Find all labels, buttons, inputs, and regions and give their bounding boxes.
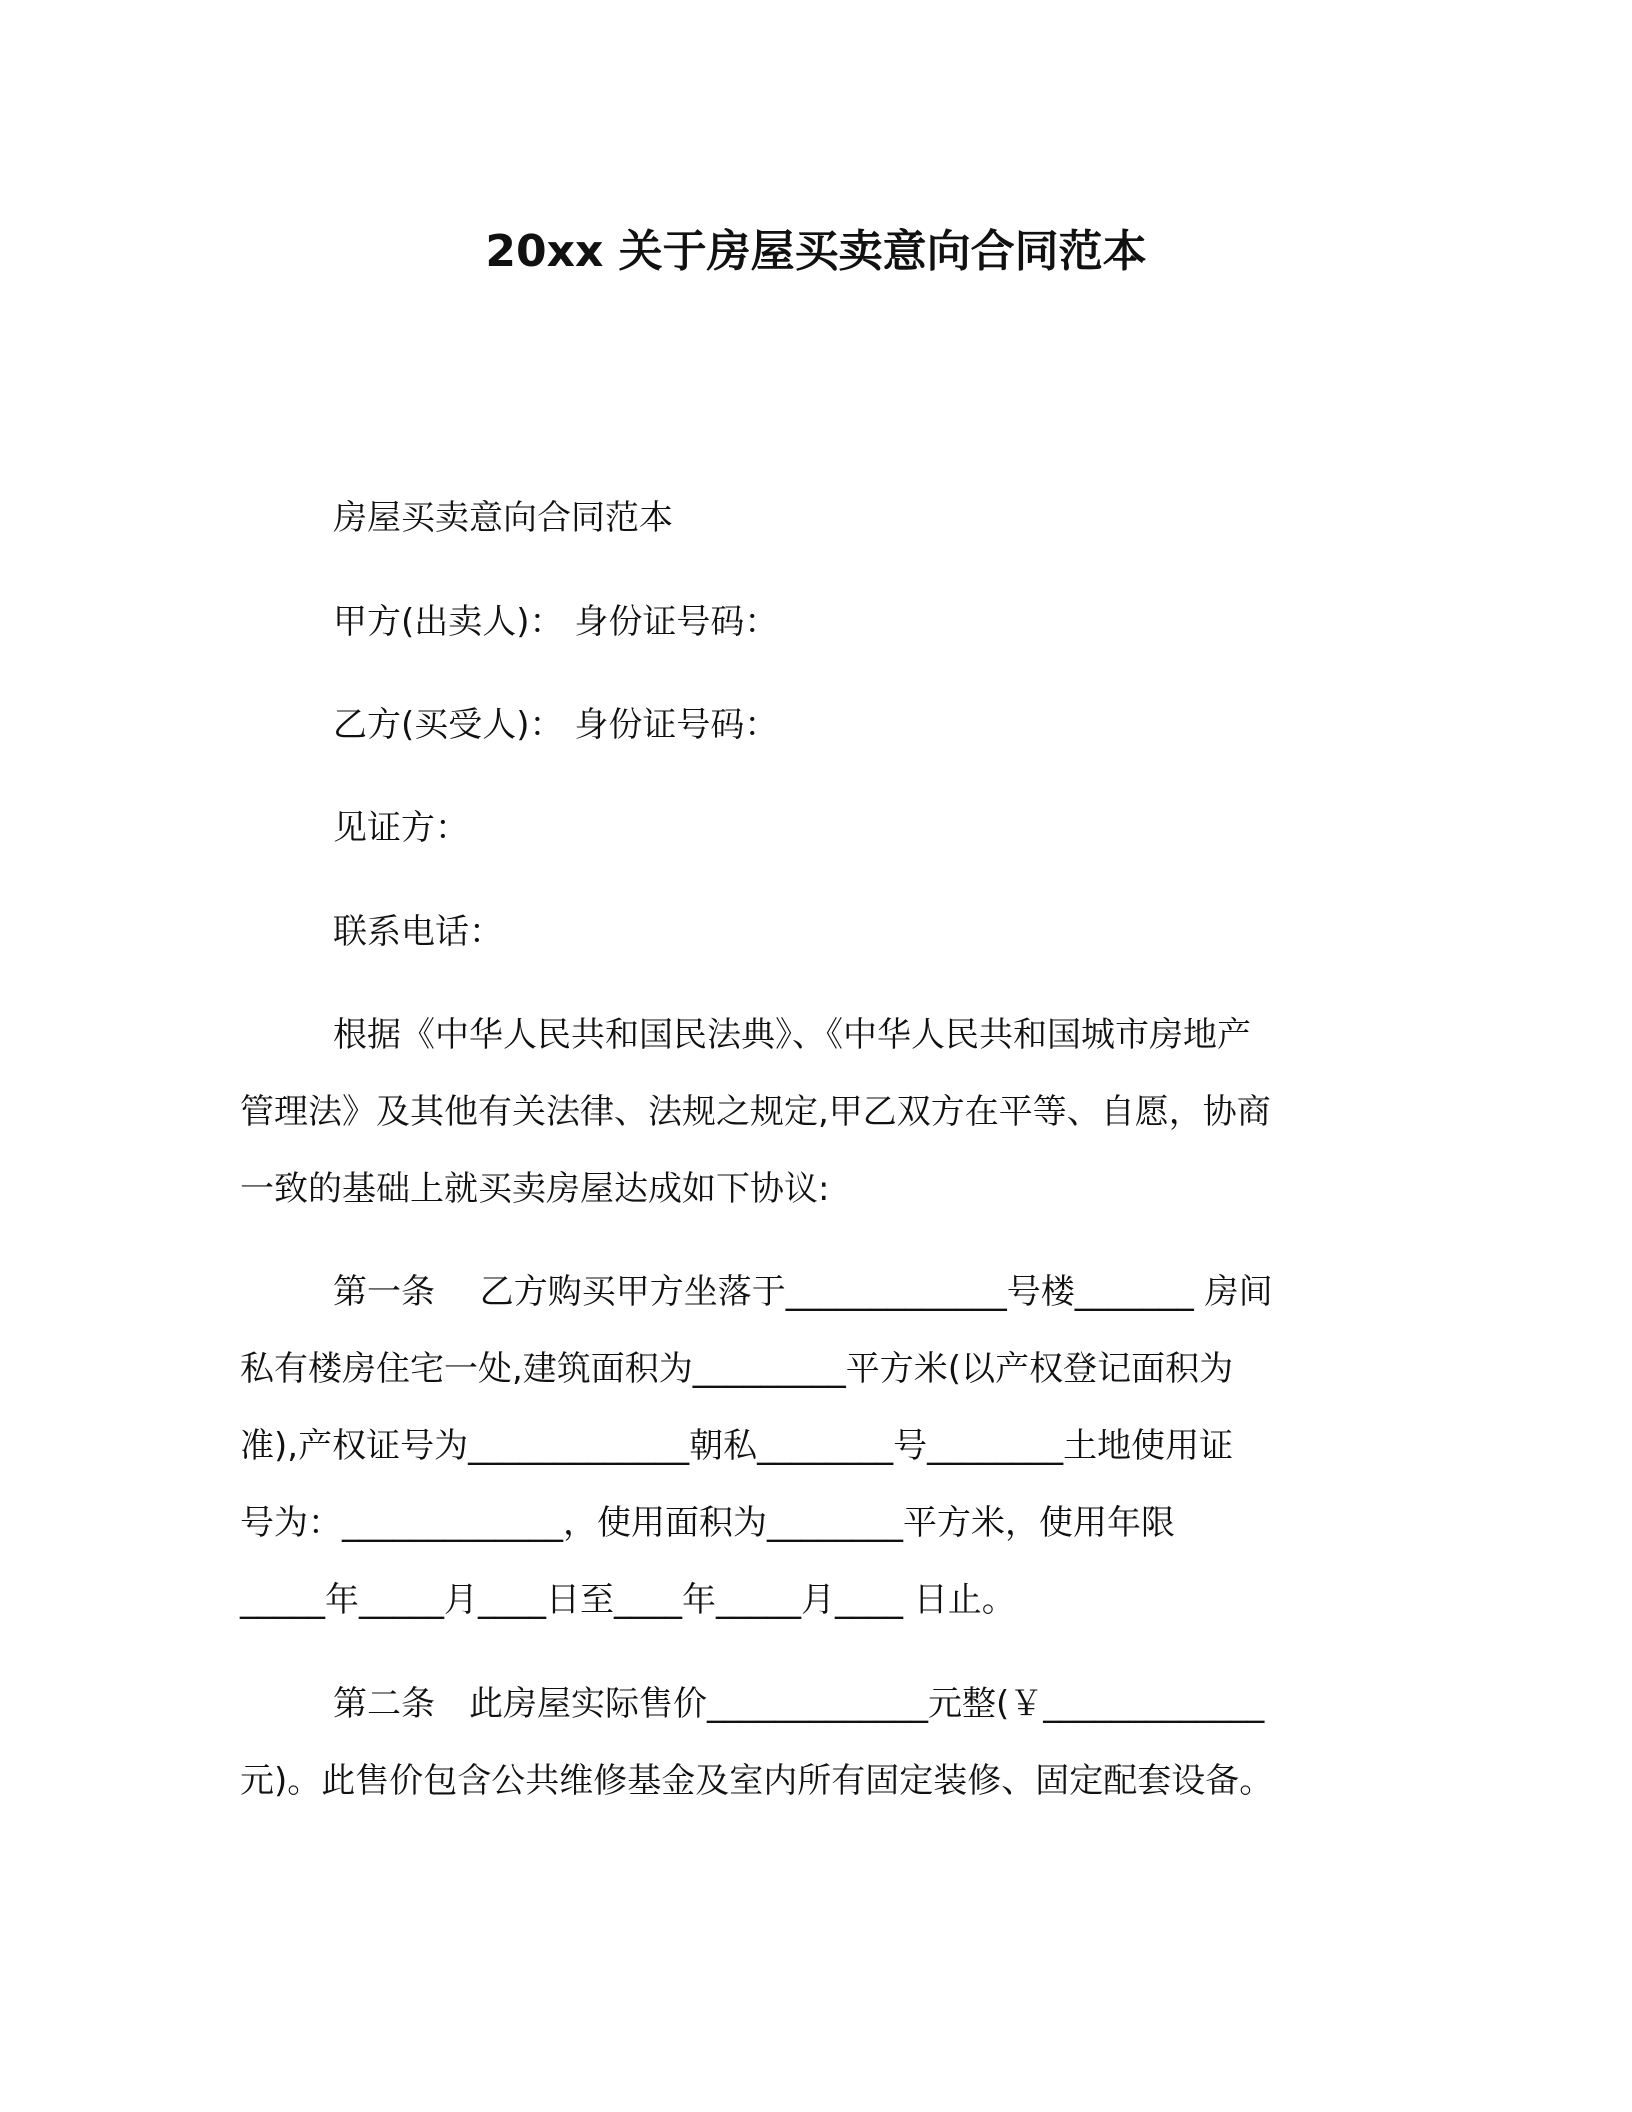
article-1-line-4: 号为：_____________，使用面积为________平方米，使用年限: [240, 1503, 1175, 1543]
article-2-line-1: 第二条 此房屋实际售价_____________元整(￥_____________: [333, 1684, 1265, 1724]
contact-line: 联系电话：: [333, 912, 503, 952]
preamble-line-1: 根据《中华人民共和国民法典》、《中华人民共和国城市房地产: [333, 1015, 1251, 1055]
article-1-line-2: 私有楼房住宅一处,建筑面积为_________平方米(以产权登记面积为: [240, 1349, 1234, 1389]
preamble-line-3: 一致的基础上就买卖房屋达成如下协议:: [240, 1169, 830, 1209]
preamble-line-2: 管理法》及其他有关法律、法规之规定,甲乙双方在平等、自愿，协商: [240, 1092, 1271, 1132]
party-b-line: 乙方(买受人)： 身份证号码：: [333, 705, 779, 745]
party-a-line: 甲方(出卖人)： 身份证号码：: [333, 602, 779, 642]
article-1-line-5: _____年_____月____日至____年_____月____ 日止。: [240, 1580, 1016, 1620]
contract-subtitle: 房屋买卖意向合同范本: [333, 498, 673, 538]
article-1-line-1: 第一条 乙方购买甲方坐落于_____________号楼_______ 房间: [333, 1272, 1273, 1312]
article-2-line-2: 元)。此售价包含公共维修基金及室内所有固定装修、固定配套设备。: [240, 1761, 1274, 1801]
document-title: 20xx 关于房屋买卖意向合同范本: [485, 226, 1147, 277]
article-1-line-3: 准),产权证号为_____________朝私________号________土地使用证: [240, 1426, 1234, 1466]
witness-line: 见证方：: [333, 808, 469, 848]
